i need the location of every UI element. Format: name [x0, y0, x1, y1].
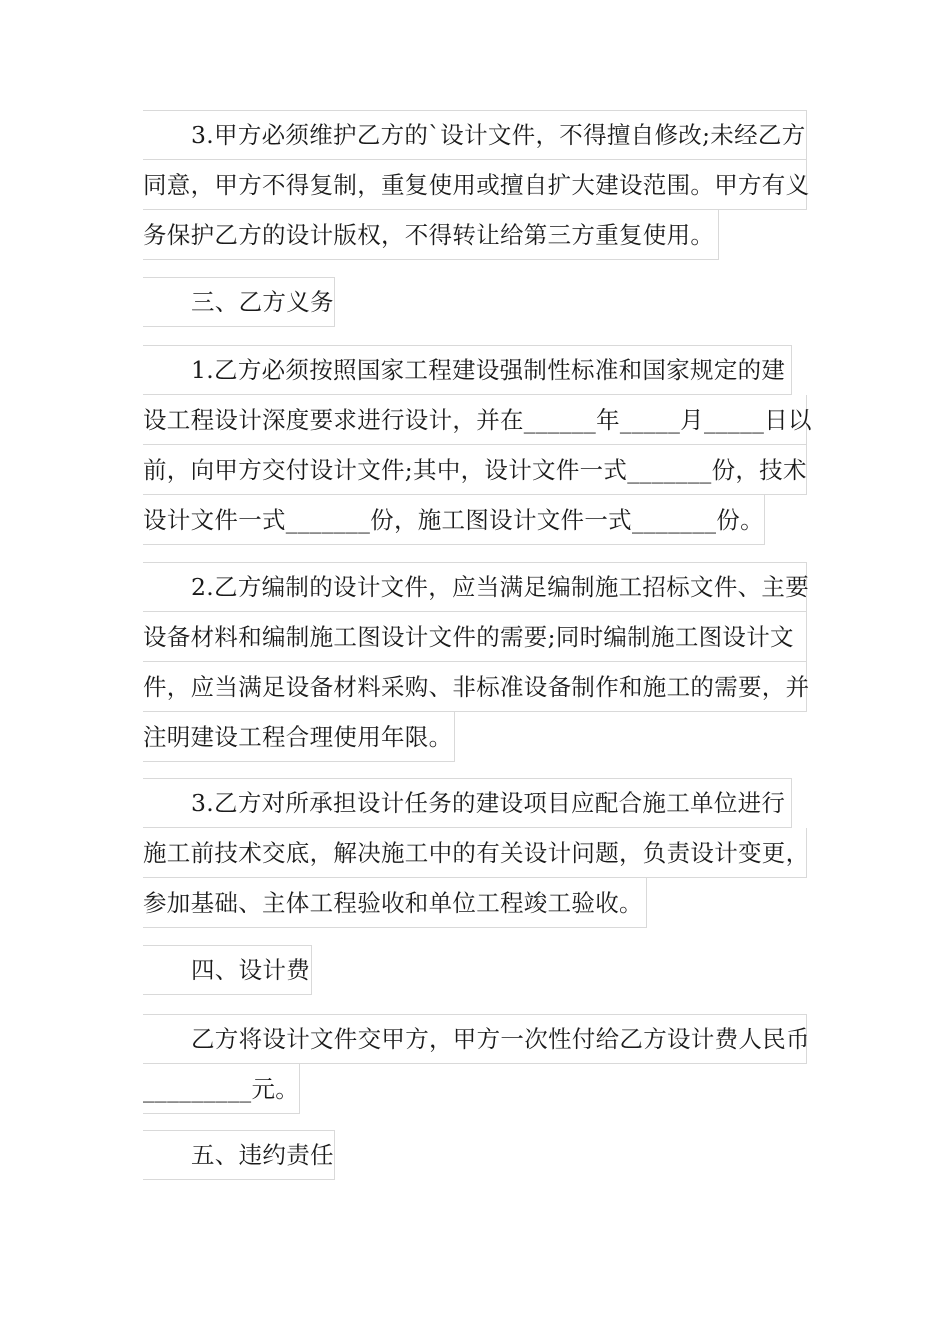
- text-line: 3.甲方必须维护乙方的`设计文件，不得擅自修改;未经乙方: [143, 110, 809, 160]
- text-line: 乙方将设计文件交甲方，甲方一次性付给乙方设计费人民币: [143, 1014, 810, 1064]
- paragraph-party-b-design-requirements: [143, 562, 809, 762]
- text-line: 设工程设计深度要求进行设计，并在______年_____月_____日以: [143, 395, 812, 445]
- text-line: 件，应当满足设备材料采购、非标准设备制作和施工的需要，并: [143, 662, 809, 712]
- text-line: 参加基础、主体工程验收和单位工程竣工验收。: [143, 878, 809, 928]
- text-line: 1.乙方必须按照国家工程建设强制性标准和国家规定的建: [143, 345, 812, 395]
- paragraph-party-b-construction-support: [143, 778, 809, 928]
- text-line: _________元。: [143, 1064, 810, 1114]
- text-line: 务保护乙方的设计版权，不得转让给第三方重复使用。: [143, 210, 809, 260]
- text-line: 3.乙方对所承担设计任务的建设项目应配合施工单位进行: [143, 778, 809, 828]
- text-line: 同意，甲方不得复制，重复使用或擅自扩大建设范围。甲方有义: [143, 160, 809, 210]
- text-line: 三、乙方义务: [143, 277, 334, 327]
- text-line: 四、设计费: [143, 945, 310, 995]
- text-line: 前，向甲方交付设计文件;其中，设计文件一式_______份，技术: [143, 445, 812, 495]
- paragraph-design-fee-payment: [143, 1014, 810, 1114]
- text-line: 设备材料和编制施工图设计文件的需要;同时编制施工图设计文: [143, 612, 809, 662]
- section-heading-party-b-obligations: [143, 277, 334, 327]
- section-heading-design-fee: [143, 945, 310, 995]
- text-line: 2.乙方编制的设计文件，应当满足编制施工招标文件、主要: [143, 562, 809, 612]
- section-heading-breach-liability: [143, 1130, 334, 1180]
- text-line: 设计文件一式_______份，施工图设计文件一式_______份。: [143, 495, 812, 545]
- paragraph-party-a-copyright: [143, 110, 809, 260]
- text-line: 五、违约责任: [143, 1130, 334, 1180]
- text-line: 施工前技术交底，解决施工中的有关设计问题，负责设计变更，: [143, 828, 809, 878]
- text-line: 注明建设工程合理使用年限。: [143, 712, 809, 762]
- paragraph-party-b-design-delivery: [143, 345, 812, 545]
